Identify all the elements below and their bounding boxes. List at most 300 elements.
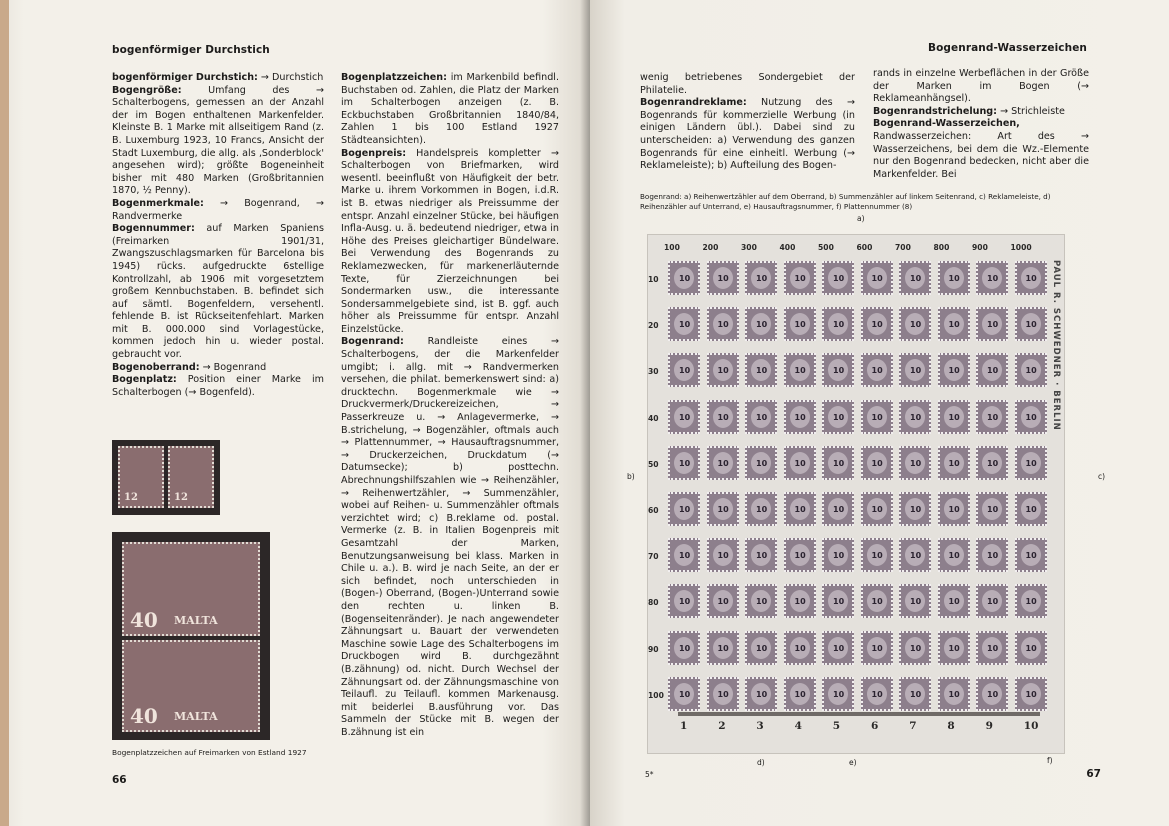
entry-text: auf Marken Spaniens (Freimarken 1901/31, Zwangszuschlagsmarken für Barcelona bis 1945) rücks. aufgedruckte 6stellige Kontrollzahl, ab 1906 mit vorgesetztem großem Kennbuchstaben. B. befindet sich auf sämtl. Bogenfeldern, versehentl. fehlende B. ist Rückseitenfehlart. Marken mit B. 000.000 sind Vorlagestücke, kommen jedoch hin u. wieder postal. gebraucht vor. (112, 223, 324, 361)
sheet-stamp (1015, 353, 1047, 387)
stamp-value: 10 (717, 643, 729, 653)
stamp-value: 10 (717, 505, 729, 514)
stamp-value: 10 (756, 320, 768, 330)
stamp-value: 10 (756, 458, 768, 468)
sheet-stamp (784, 584, 816, 618)
sheet-stamp (938, 261, 970, 295)
sheet-stamp (899, 584, 931, 618)
stamp-value: 10 (910, 274, 922, 283)
sheet-stamp (1015, 538, 1047, 572)
sheet-stamp (822, 261, 854, 295)
sheet-stamp (938, 492, 970, 526)
sheet-stamp (1015, 631, 1047, 665)
stamp-value: 10 (948, 274, 960, 283)
stamp-sheet-figure (647, 234, 1065, 754)
sheet-stamp (745, 584, 777, 618)
sheet-stamp (822, 631, 854, 665)
sheet-stamp (938, 353, 970, 387)
sheet-stamp (707, 400, 739, 434)
sheet-stamp (745, 261, 777, 295)
sheet-stamp (899, 631, 931, 665)
stamp-value: 10 (910, 597, 922, 607)
sheet-stamp (707, 307, 739, 341)
stamp-value: 10 (679, 320, 691, 330)
sheet-stamp (899, 677, 931, 711)
sheet-stamp (784, 400, 816, 434)
sheet-stamp (899, 446, 931, 480)
column-counter: 900 (972, 243, 988, 252)
sheet-stamp (938, 631, 970, 665)
stamp-pair-photo-large (112, 532, 270, 740)
stamp-value: 12 (174, 492, 188, 503)
dictionary-entry (112, 198, 324, 223)
row-position-number: 9 (985, 720, 993, 732)
row-position-number: 10 (1023, 720, 1039, 732)
stamp-value: 10 (948, 597, 960, 607)
sheet-stamp (822, 400, 854, 434)
column-counter: 200 (702, 243, 719, 252)
stamp (122, 640, 260, 732)
sheet-stamp (899, 261, 931, 295)
sheet-stamp (861, 631, 893, 665)
row-counter: 10 (648, 275, 659, 284)
entry-text: Handelspreis kompletter → Schalterbogen von Briefmarken, wird wesentl. beeinflußt von Häufigkeit der betr. Marke u. ihrem Vorkommen in Bogen, i.d.R. ist B. etwas niedriger als Preissumme der entspr. Anzahl einzelner Stücke, bei häufigen Infla-Ausg. u. ä. bedeutend niedriger, etwa in Höhe des Preises gleichartiger Bündelware. Bei Verwendung des Bogenrands zu Reklamezwecken, für markenerläuternde Texte, für Zierzeichnungen bei Sondermarken usw., die interessante Sondersammelgebiete sind, ist B. ggf. auch höher als Preissumme für entspr. Anzahl Einzelstücke. (341, 147, 559, 335)
sheet-stamp (784, 446, 816, 480)
dictionary-entry (112, 362, 324, 375)
dictionary-entry (341, 336, 559, 739)
column-counter: 800 (933, 243, 950, 252)
stamp-value: 10 (910, 551, 922, 561)
stamp-value: 10 (794, 505, 806, 514)
sheet-stamp (745, 677, 777, 711)
dictionary-entry (640, 72, 855, 97)
stamp-value: 10 (679, 412, 691, 422)
sheet-stamp (707, 538, 739, 572)
stamp-value: 10 (948, 505, 960, 514)
dictionary-entry (341, 148, 559, 337)
stamp-value: 10 (1025, 412, 1037, 422)
sheet-stamp (976, 261, 1008, 295)
stamp-value: 10 (1025, 505, 1037, 514)
row-position-number: 5 (832, 720, 841, 732)
stamp-value: 10 (756, 505, 768, 514)
sheet-stamp (976, 353, 1008, 387)
entry-text: Randwasserzeichen: Art des → Wasserzeichens, bei dem die Wz.-Elemente nur den Bogenrand bedecken, nicht aber die Markenfelder. Bei (873, 130, 1089, 180)
entry-text: → Durchstich (257, 72, 324, 83)
entry-term: Bogenrandreklame: (640, 97, 747, 109)
sheet-stamp (668, 538, 700, 572)
sheet-stamp (899, 492, 931, 526)
stamp-value: 10 (717, 320, 729, 330)
stamp-value: 10 (987, 689, 999, 699)
stamp-value: 10 (987, 597, 999, 607)
stamp-value: 10 (948, 366, 960, 376)
sheet-stamp (1015, 307, 1047, 341)
stamp-value: 10 (794, 689, 806, 699)
stamp-value: 10 (871, 320, 883, 330)
sheet-stamp (668, 492, 700, 526)
sheet-stamp (976, 492, 1008, 526)
book-edge (0, 0, 9, 826)
dictionary-entry (112, 72, 324, 85)
dictionary-entry (640, 97, 855, 173)
sheet-stamp (861, 538, 893, 572)
stamp-value: 10 (1025, 551, 1037, 561)
sheet-stamp (899, 538, 931, 572)
sheet-stamp (707, 584, 739, 618)
sheet-stamp (938, 584, 970, 618)
stamp-value: 10 (833, 320, 845, 330)
dictionary-entry (873, 68, 1089, 106)
right-column-1 (640, 72, 855, 173)
stamp-value: 10 (756, 551, 768, 561)
stamp-value: 10 (1025, 643, 1037, 653)
sheet-stamp (822, 538, 854, 572)
sheet-stamp (861, 261, 893, 295)
row-counter: 20 (648, 321, 659, 331)
row-counter: 60 (648, 506, 659, 515)
row-counter: 40 (648, 413, 659, 423)
sheet-stamp (784, 677, 816, 711)
sheet-side-imprint: PAUL R. SCHWEDNER · BERLIN (1051, 260, 1061, 431)
stamp-value: 10 (910, 320, 922, 330)
sheet-stamp (1015, 446, 1047, 480)
sheet-stamp (745, 631, 777, 665)
sheet-stamp (861, 400, 893, 434)
stamp-value: 10 (833, 274, 845, 283)
sheet-stamp (745, 446, 777, 480)
entry-text: im Markenbild befindl. Buchstaben od. Zahlen, die Platz der Marken im Schalterbogen anzeigen (z. B. Eckbuchstaben Großbritannien 1840/84, Zahlen 1 bis 100 Estland 1927 Städteansichten). (341, 72, 559, 146)
stamp-value: 10 (948, 689, 960, 699)
sheet-stamp (861, 353, 893, 387)
dictionary-entry (873, 118, 1089, 181)
stamp-value: 10 (717, 689, 729, 699)
stamp-value: 10 (794, 412, 806, 422)
sheet-stamp (976, 400, 1008, 434)
sheet-stamp (976, 446, 1008, 480)
sheet-stamp (861, 307, 893, 341)
entry-text: Umfang des → Schalterbogens, gemessen an der Anzahl der im Bogen enthaltenen Markenfelder. Kleinste B. 1 Marke mit allseitigem Rand (z. B. Luxemburg 1923, 10 Francs, Ansicht der Stadt Luxemburg, die allg. als ‚Sonderblock' angesehen wird); größte Bogeneinheit bisher mit 480 Marken (Großbritannien 1870, ½ Penny). (112, 84, 324, 197)
entry-text: → Bogenrand (199, 361, 267, 373)
entry-term: Bogenoberrand: (112, 361, 200, 373)
left-column-1 (112, 72, 324, 399)
row-counter: 90 (648, 644, 659, 654)
sheet-stamp (938, 307, 970, 341)
stamp-value: 10 (794, 458, 806, 468)
sheet-stamp (707, 446, 739, 480)
sheet-bottom-rule (678, 712, 1040, 716)
left-column-2 (341, 72, 559, 739)
stamp-value: 10 (679, 551, 691, 561)
sheet-stamp (976, 538, 1008, 572)
entry-text: Position einer Marke im Schalterbogen (→ Bogenfeld). (112, 374, 324, 398)
stamp-value: 10 (871, 689, 883, 699)
stamp-value: 10 (910, 643, 922, 653)
stamp-value: 10 (987, 412, 999, 422)
sheet-stamp (938, 400, 970, 434)
sheet-stamp (668, 353, 700, 387)
stamp-value: 10 (717, 412, 729, 422)
stamp-value: 10 (1025, 689, 1037, 699)
sheet-stamp (976, 307, 1008, 341)
sheet-stamp (668, 631, 700, 665)
stamp-value: 10 (987, 366, 999, 376)
entry-text: → Bogenrand, → Randvermerke (112, 197, 324, 222)
sheet-stamp (976, 677, 1008, 711)
stamp-value: 10 (717, 274, 729, 283)
column-counter: 100 (664, 243, 680, 252)
stamp-pair-photo-small (112, 440, 220, 515)
row-position-number: 3 (756, 720, 764, 732)
sheet-stamp (899, 400, 931, 434)
sheet-stamp (784, 538, 816, 572)
row-position-number: 7 (909, 720, 917, 732)
sheet-stamp (745, 492, 777, 526)
stamp-value: 10 (756, 597, 768, 607)
stamp-value: 10 (679, 274, 691, 283)
stamp-value: 10 (756, 274, 768, 283)
sheet-stamp (822, 584, 854, 618)
figure-label-d: d) (757, 758, 765, 767)
stamp-value: 10 (833, 689, 845, 699)
sheet-stamp (745, 538, 777, 572)
sheet-stamp (784, 307, 816, 341)
sheet-stamp (745, 353, 777, 387)
stamp-label: MALTA (174, 614, 218, 627)
running-head-left: bogenförmiger Durchstich (112, 44, 270, 56)
stamp-value: 10 (756, 366, 768, 376)
sheet-stamp (707, 492, 739, 526)
stamp-value: 10 (948, 551, 960, 561)
stamp-value: 10 (910, 689, 922, 699)
stamp-value: 10 (679, 597, 691, 607)
row-position-number: 1 (680, 720, 688, 732)
stamp-value: 10 (833, 551, 845, 561)
column-counter: 400 (779, 243, 796, 252)
stamp-value: 10 (987, 643, 999, 653)
stamp-value: 12 (124, 492, 138, 503)
entry-term: Bogenplatzzeichen: (341, 72, 447, 83)
sheet-stamp (861, 446, 893, 480)
sheet-stamp (938, 538, 970, 572)
row-counter: 30 (648, 367, 659, 377)
stamp-value: 10 (1025, 458, 1037, 468)
stamp-value: 10 (910, 505, 922, 514)
page-number-right: 67 (1086, 768, 1101, 780)
sheet-stamp (668, 261, 700, 295)
sheet-stamp (861, 677, 893, 711)
sheet-stamp (822, 446, 854, 480)
entry-text: rands in einzelne Werbeflächen in der Größe der Marken im Bogen (→ Reklameanhängsel). (873, 68, 1089, 105)
stamp (122, 542, 260, 636)
stamp-value: 10 (871, 551, 883, 561)
dictionary-entry (112, 85, 324, 198)
sheet-stamp (707, 353, 739, 387)
entry-text: Randleiste eines → Schalterbogens, der die Markenfelder umgibt; i. allg. mit → Randvermerken versehen, die philat. bemerkenswert sind: a) drucktechn. Bogenmerkmale wie → Druckvermerk/Druckereizeichen, → Passerkreuze u. → Anlagevermerke, → B.strichelung, → Bogenzähler, oftmals auch → Plattennummer, → Hausauftragsnummer, → Druckerzeichen, Druckdatum (→ Datumsecke); b) posttechn. Abrechnungshilfszahlen wie → Reihenzähler, → Reihenwertzähler, → Summenzähler, wobei auf Reihen- u. Summenzähler oftmals verzichtet wird; c) B.reklame od. postal. Vermerke (z. B. in Italien Bogenpreis mit Gesamtzahl der Marken, Benutzungsanweisung bei klass. Marken in Chile u. a.). B. wird je nach Seite, an der er sich befindet, noch unterschieden in (Bogen-) Oberrand, (Bogen-)Unterrand sowie den rechten u. linken B. (Bogenseitenränder). Je nach angewendeter Zähnungsart u. Bauart der verwendeten Maschine sowie Lage des Schalterbogens im Druckbogen wird B. durchgezähnt (B.zähnung) od. nicht. Durch Wechsel der Zähnungsart od. der Zähnungsmaschine von Teilaufl. zu Teilaufl. kommen Markenausg. mit beiderlei B.ausführung vor. Das Sammeln der Stücke mit B. wegen der B.zähnung ist ein (341, 336, 559, 738)
sheet-stamp (861, 492, 893, 526)
stamp-value: 10 (679, 643, 691, 653)
stamp-value: 10 (717, 597, 729, 607)
stamp-value: 10 (1025, 274, 1037, 283)
dictionary-entry (112, 374, 324, 399)
stamp-value: 10 (794, 643, 806, 653)
dictionary-entry (873, 106, 1089, 119)
stamp-label: MALTA (174, 710, 218, 723)
column-counter: 600 (856, 243, 873, 252)
stamp (118, 446, 164, 508)
entry-text: wenig betriebenes Sondergebiet der Philatelie. (640, 72, 855, 96)
stamp-value: 10 (833, 597, 845, 607)
stamp-value: 10 (833, 505, 845, 514)
entry-text: Nutzung des → Bogenrands für kommerzielle Werbung (in einigen Ländern übl.). Dabei sind zu unterscheiden: a) Verwendung des ganzen Bogenrands für eine einheitl. Werbung (→ Reklameleiste); b) Aufteilung des Bogen- (640, 97, 855, 172)
photo-caption: Bogenplatzzeichen auf Freimarken von Estland 1927 (112, 748, 307, 757)
sheet-stamp (1015, 584, 1047, 618)
sheet-stamp (899, 307, 931, 341)
stamp-value: 10 (756, 643, 768, 653)
right-column-2 (873, 68, 1089, 181)
sheet-stamp (822, 677, 854, 711)
sheet-stamp (822, 307, 854, 341)
stamp-value: 10 (910, 366, 922, 376)
stamp-value: 10 (679, 458, 691, 468)
stamp-value: 10 (987, 274, 999, 283)
figure-label-a: a) (857, 214, 865, 223)
sheet-stamp (861, 584, 893, 618)
sheet-stamp (668, 677, 700, 711)
sheet-stamp (976, 584, 1008, 618)
sheet-stamp (784, 261, 816, 295)
stamp-value: 10 (756, 412, 768, 422)
stamp-value: 10 (679, 366, 691, 376)
stamp-value: 10 (717, 551, 729, 561)
column-counter: 1000 (1010, 243, 1032, 252)
stamp-value: 10 (871, 458, 883, 468)
sheet-stamp (1015, 261, 1047, 295)
stamp-value: 10 (833, 412, 845, 422)
stamp-value: 10 (794, 597, 806, 607)
figure-label-f: f) (1047, 756, 1053, 765)
sheet-stamp (976, 631, 1008, 665)
column-counter: 700 (895, 243, 911, 252)
stamp-value: 10 (794, 551, 806, 561)
stamp-value: 10 (987, 458, 999, 468)
figure-caption: Bogenrand: a) Reihenwertzähler auf dem Oberrand, b) Summenzähler auf linkem Seitenrand, c) Reklameleiste, d) Reihenzähler auf Unterrand, e) Hausauftragsnummer, f) Plattennummer (8) (640, 192, 1051, 211)
page-number-left: 66 (112, 774, 127, 786)
stamp-value: 10 (910, 412, 922, 422)
figure-label-c: c) (1098, 472, 1106, 481)
stamp-value: 10 (987, 320, 999, 330)
stamp-value: 10 (1025, 597, 1037, 607)
row-position-number: 6 (871, 720, 879, 732)
stamp-value: 10 (679, 505, 691, 514)
sheet-stamp (822, 492, 854, 526)
entry-term: bogenförmiger Durchstich: (112, 72, 258, 83)
entry-term: Bogennummer: (112, 223, 195, 235)
stamp-value: 10 (679, 689, 691, 699)
entry-term: Bogengröße: (112, 84, 182, 96)
sheet-stamp (707, 631, 739, 665)
sheet-stamp (899, 353, 931, 387)
stamp-value: 10 (833, 458, 845, 468)
stamp-value: 10 (871, 597, 883, 607)
stamp-value: 10 (717, 366, 729, 376)
entry-term: Bogenplatz: (112, 374, 177, 386)
row-counter: 70 (648, 552, 659, 562)
sheet-stamp (745, 400, 777, 434)
stamp-value: 10 (871, 505, 883, 514)
stamp-value: 10 (948, 412, 960, 422)
stamp-value: 10 (871, 643, 883, 653)
stamp-value: 10 (910, 458, 922, 468)
figure-label-b: b) (627, 472, 635, 481)
sheet-stamp (938, 446, 970, 480)
row-counter: 100 (648, 690, 664, 700)
footer-mark: 5* (645, 770, 654, 779)
sheet-stamp (668, 307, 700, 341)
entry-term: Bogenrandstrichelung: (873, 105, 998, 117)
stamp-value: 10 (833, 366, 845, 376)
sheet-stamp (822, 353, 854, 387)
sheet-stamp (1015, 492, 1047, 526)
stamp-value: 10 (1025, 320, 1037, 330)
row-position-number: 2 (718, 720, 726, 732)
stamp-value: 10 (871, 274, 883, 283)
row-position-number: 8 (947, 720, 955, 732)
stamp-value: 10 (948, 643, 960, 653)
sheet-stamp (784, 492, 816, 526)
dictionary-entry (341, 72, 559, 148)
stamp-value: 10 (794, 320, 806, 330)
stamp-value: 10 (794, 274, 806, 283)
sheet-stamp (668, 446, 700, 480)
sheet-stamp (784, 631, 816, 665)
sheet-stamp (938, 677, 970, 711)
sheet-stamp (707, 261, 739, 295)
stamp-value: 10 (948, 320, 960, 330)
entry-term: Bogenrand: (341, 336, 404, 348)
running-head-right: Bogenrand-Wasserzeichen (928, 42, 1087, 54)
dictionary-entry (112, 223, 324, 362)
figure-label-e: e) (849, 758, 857, 767)
sheet-stamp (784, 353, 816, 387)
stamp-value: 10 (987, 551, 999, 561)
stamp-value: 10 (794, 366, 806, 376)
stamp-value: 10 (1025, 366, 1037, 376)
sheet-stamp (668, 400, 700, 434)
stamp-value: 40 (130, 608, 158, 632)
stamp-value: 10 (948, 458, 960, 468)
row-counter: 80 (648, 598, 659, 608)
stamp-value: 10 (871, 412, 883, 422)
column-counter: 300 (741, 243, 757, 252)
stamp-value: 10 (987, 505, 999, 514)
stamp (168, 446, 214, 508)
sheet-stamp (745, 307, 777, 341)
row-counter: 50 (648, 459, 659, 469)
entry-text: → Strichleiste (997, 105, 1065, 117)
entry-term: Bogenmerkmale: (112, 197, 204, 209)
sheet-stamp (1015, 400, 1047, 434)
sheet-stamp (707, 677, 739, 711)
entry-term: Bogenrand-Wasserzeichen, (873, 118, 1020, 130)
stamp-value: 10 (756, 689, 768, 699)
row-position-number: 4 (794, 720, 802, 732)
stamp-value: 10 (871, 366, 883, 376)
sheet-stamp (668, 584, 700, 618)
stamp-value: 10 (833, 643, 845, 653)
stamp-value: 10 (717, 458, 729, 468)
entry-term: Bogenpreis: (341, 147, 407, 159)
